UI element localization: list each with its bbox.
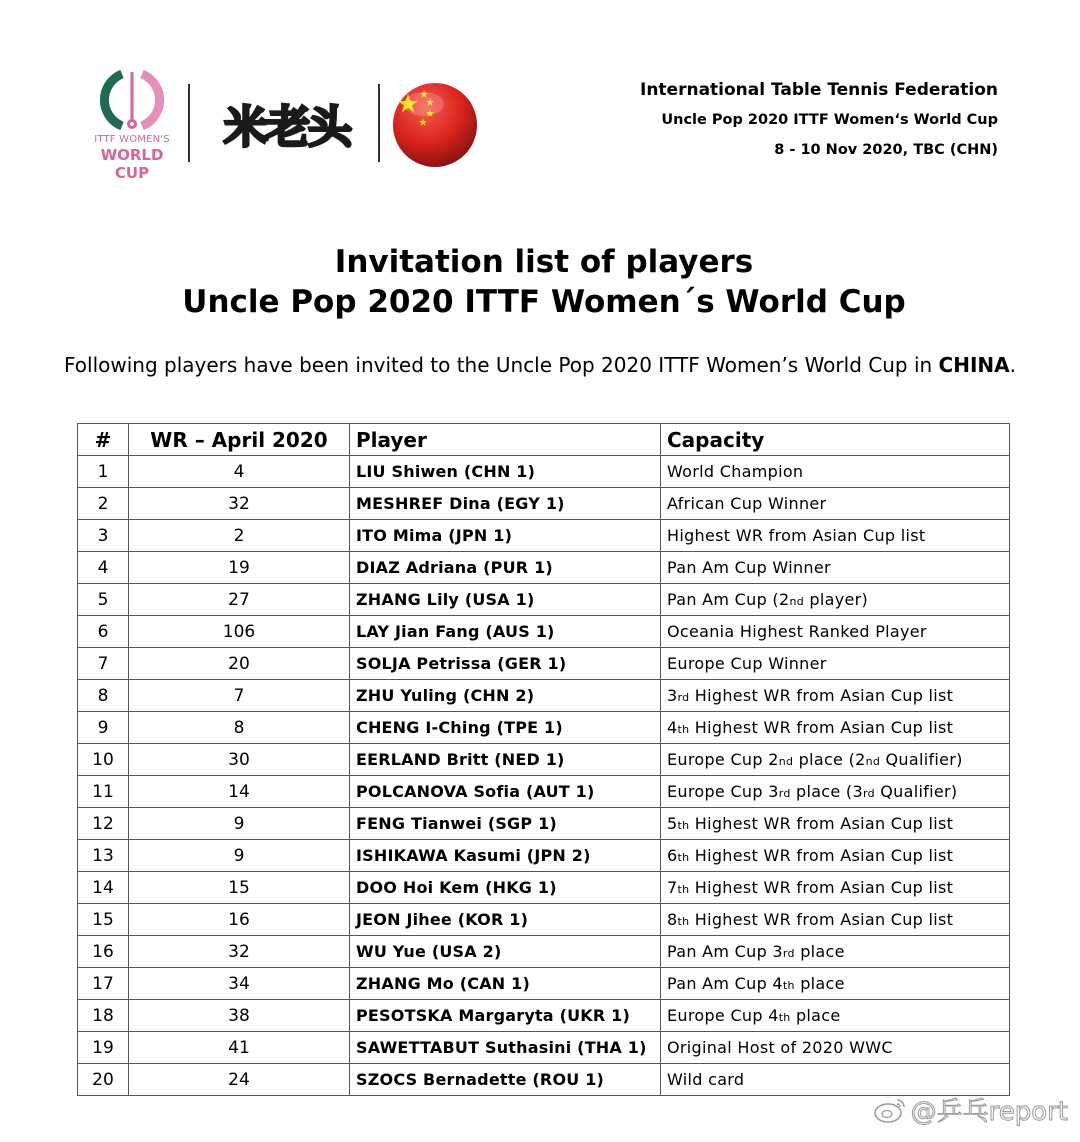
row-capacity xyxy=(661,520,1010,552)
row-capacity xyxy=(661,808,1010,840)
row-number: 14 xyxy=(78,872,129,904)
table-row xyxy=(78,872,1010,904)
capacity-text: Europe Cup 3 xyxy=(667,782,779,801)
table-row xyxy=(78,520,1010,552)
capacity-text: 8 xyxy=(667,910,678,929)
row-number: 17 xyxy=(78,968,129,1000)
table-row xyxy=(78,616,1010,648)
row-capacity xyxy=(661,488,1010,520)
table-row xyxy=(78,552,1010,584)
china-flag-icon xyxy=(392,82,478,168)
row-world-ranking: 20 xyxy=(129,648,350,680)
intro-paragraph xyxy=(64,352,1024,378)
intro-end: . xyxy=(1009,353,1016,377)
table-row xyxy=(78,840,1010,872)
capacity-text: Highest WR from Asian Cup list xyxy=(689,910,954,929)
players-table xyxy=(77,423,1010,1096)
row-player: EERLAND Britt (NED 1) xyxy=(350,744,661,776)
capacity-ordinal-suffix: th xyxy=(778,1011,791,1024)
row-number: 9 xyxy=(78,712,129,744)
intro-country: CHINA xyxy=(938,353,1010,377)
table-row xyxy=(78,648,1010,680)
row-player: WU Yue (USA 2) xyxy=(350,936,661,968)
table-row xyxy=(78,1000,1010,1032)
capacity-text: Highest WR from Asian Cup list xyxy=(667,526,926,545)
row-capacity xyxy=(661,936,1010,968)
row-number: 13 xyxy=(78,840,129,872)
row-world-ranking: 32 xyxy=(129,936,350,968)
row-world-ranking: 27 xyxy=(129,584,350,616)
intro-text: Following players have been invited to the Uncle Pop 2020 ITTF Women’s World Cup in xyxy=(64,353,939,377)
capacity-ordinal-suffix: th xyxy=(677,851,690,864)
table-header-row xyxy=(78,424,1010,456)
capacity-ordinal-suffix: rd xyxy=(782,947,795,960)
capacity-text: Pan Am Cup Winner xyxy=(667,558,831,577)
document-title xyxy=(0,242,1080,322)
row-world-ranking: 30 xyxy=(129,744,350,776)
wwc-logo-icon xyxy=(82,68,182,134)
capacity-text: Wild card xyxy=(667,1070,745,1089)
row-number: 6 xyxy=(78,616,129,648)
capacity-text: Pan Am Cup 3 xyxy=(667,942,783,961)
row-capacity xyxy=(661,712,1010,744)
row-player: LAY Jian Fang (AUS 1) xyxy=(350,616,661,648)
capacity-text: Qualifier) xyxy=(874,782,958,801)
wwc-logo xyxy=(82,68,182,182)
row-capacity xyxy=(661,616,1010,648)
row-world-ranking: 38 xyxy=(129,1000,350,1032)
capacity-ordinal-suffix: nd xyxy=(778,755,794,768)
row-player: LIU Shiwen (CHN 1) xyxy=(350,456,661,488)
capacity-text: 7 xyxy=(667,878,678,897)
capacity-text: 6 xyxy=(667,846,678,865)
table-row xyxy=(78,776,1010,808)
row-number: 10 xyxy=(78,744,129,776)
uncle-pop-logo-text: 米老头 xyxy=(224,102,350,153)
capacity-text: 5 xyxy=(667,814,678,833)
row-world-ranking: 4 xyxy=(129,456,350,488)
row-world-ranking: 24 xyxy=(129,1064,350,1096)
organization-name: International Table Tennis Federation xyxy=(640,80,998,100)
capacity-text: World Champion xyxy=(667,462,804,481)
capacity-text: African Cup Winner xyxy=(667,494,827,513)
capacity-text: 4 xyxy=(667,718,678,737)
row-capacity xyxy=(661,1000,1010,1032)
row-capacity xyxy=(661,584,1010,616)
table-row xyxy=(78,808,1010,840)
col-header-player: Player xyxy=(350,424,661,456)
row-capacity xyxy=(661,456,1010,488)
row-player: ITO Mima (JPN 1) xyxy=(350,520,661,552)
capacity-ordinal-suffix: rd xyxy=(862,787,875,800)
col-header-number: # xyxy=(78,424,129,456)
capacity-text: place xyxy=(794,974,845,993)
capacity-text: place xyxy=(790,1006,841,1025)
table-body xyxy=(78,456,1010,1096)
row-number: 12 xyxy=(78,808,129,840)
table-row xyxy=(78,1032,1010,1064)
row-number: 18 xyxy=(78,1000,129,1032)
capacity-text: Highest WR from Asian Cup list xyxy=(689,878,954,897)
capacity-text: Qualifier) xyxy=(880,750,963,769)
row-player: DOO Hoi Kem (HKG 1) xyxy=(350,872,661,904)
row-player: POLCANOVA Sofia (AUT 1) xyxy=(350,776,661,808)
capacity-text: Pan Am Cup (2 xyxy=(667,590,790,609)
capacity-text: 3 xyxy=(667,686,678,705)
row-capacity xyxy=(661,840,1010,872)
capacity-text: place (3 xyxy=(790,782,863,801)
row-world-ranking: 32 xyxy=(129,488,350,520)
capacity-ordinal-suffix: th xyxy=(677,723,690,736)
row-number: 11 xyxy=(78,776,129,808)
row-world-ranking: 19 xyxy=(129,552,350,584)
title-line2: Uncle Pop 2020 ITTF Women´s World Cup xyxy=(182,284,906,320)
capacity-text: Original Host of 2020 WWC xyxy=(667,1038,893,1057)
row-player: SAWETTABUT Suthasini (THA 1) xyxy=(350,1032,661,1064)
row-number: 8 xyxy=(78,680,129,712)
table-row xyxy=(78,936,1010,968)
table-row xyxy=(78,968,1010,1000)
capacity-text: Highest WR from Asian Cup list xyxy=(689,686,954,705)
row-world-ranking: 2 xyxy=(129,520,350,552)
wwc-logo-line2: WORLD CUP xyxy=(100,146,164,182)
capacity-text: Highest WR from Asian Cup list xyxy=(689,814,954,833)
logo-divider xyxy=(378,84,380,162)
capacity-text: Highest WR from Asian Cup list xyxy=(689,846,954,865)
capacity-ordinal-suffix: rd xyxy=(677,691,690,704)
capacity-ordinal-suffix: th xyxy=(677,819,690,832)
table-row xyxy=(78,712,1010,744)
row-world-ranking: 16 xyxy=(129,904,350,936)
row-world-ranking: 106 xyxy=(129,616,350,648)
row-number: 15 xyxy=(78,904,129,936)
row-player: DIAZ Adriana (PUR 1) xyxy=(350,552,661,584)
capacity-text: Pan Am Cup 4 xyxy=(667,974,783,993)
weibo-icon xyxy=(873,1096,907,1124)
capacity-ordinal-suffix: th xyxy=(677,915,690,928)
row-player: ISHIKAWA Kasumi (JPN 2) xyxy=(350,840,661,872)
row-number: 7 xyxy=(78,648,129,680)
row-player: ZHU Yuling (CHN 2) xyxy=(350,680,661,712)
row-player: CHENG I-Ching (TPE 1) xyxy=(350,712,661,744)
table-row xyxy=(78,1064,1010,1096)
capacity-ordinal-suffix: th xyxy=(782,979,795,992)
capacity-ordinal-suffix: th xyxy=(677,883,690,896)
table-row xyxy=(78,904,1010,936)
capacity-ordinal-suffix: nd xyxy=(789,595,805,608)
row-capacity xyxy=(661,904,1010,936)
row-capacity xyxy=(661,1032,1010,1064)
capacity-text: Europe Cup 4 xyxy=(667,1006,779,1025)
organizer-info xyxy=(640,80,998,160)
row-world-ranking: 15 xyxy=(129,872,350,904)
capacity-text: Europe Cup 2 xyxy=(667,750,779,769)
row-capacity xyxy=(661,552,1010,584)
row-number: 3 xyxy=(78,520,129,552)
capacity-ordinal-suffix: rd xyxy=(778,787,791,800)
capacity-ordinal-suffix: nd xyxy=(865,755,881,768)
row-player: ZHANG Lily (USA 1) xyxy=(350,584,661,616)
row-world-ranking: 9 xyxy=(129,808,350,840)
row-capacity xyxy=(661,648,1010,680)
row-number: 5 xyxy=(78,584,129,616)
row-world-ranking: 41 xyxy=(129,1032,350,1064)
table-row xyxy=(78,456,1010,488)
row-number: 1 xyxy=(78,456,129,488)
col-header-capacity: Capacity xyxy=(661,424,1010,456)
title-line1: Invitation list of players xyxy=(334,244,754,280)
capacity-text: place xyxy=(794,942,845,961)
table-row xyxy=(78,488,1010,520)
uncle-pop-logo xyxy=(217,92,357,154)
capacity-text: Oceania Highest Ranked Player xyxy=(667,622,927,641)
row-player: SZOCS Bernadette (ROU 1) xyxy=(350,1064,661,1096)
row-player: ZHANG Mo (CAN 1) xyxy=(350,968,661,1000)
watermark-text: @乒乓report xyxy=(910,1097,1068,1127)
capacity-text: player) xyxy=(804,590,869,609)
row-world-ranking: 34 xyxy=(129,968,350,1000)
row-world-ranking: 9 xyxy=(129,840,350,872)
row-number: 16 xyxy=(78,936,129,968)
table-row xyxy=(78,680,1010,712)
wwc-logo-line1: ITTF WOMEN'S xyxy=(94,134,170,145)
row-number: 19 xyxy=(78,1032,129,1064)
row-capacity xyxy=(661,680,1010,712)
event-dates: 8 - 10 Nov 2020, TBC (CHN) xyxy=(774,142,998,158)
row-capacity xyxy=(661,872,1010,904)
row-number: 2 xyxy=(78,488,129,520)
row-capacity xyxy=(661,744,1010,776)
row-player: MESHREF Dina (EGY 1) xyxy=(350,488,661,520)
row-world-ranking: 7 xyxy=(129,680,350,712)
row-capacity xyxy=(661,968,1010,1000)
capacity-text: Europe Cup Winner xyxy=(667,654,827,673)
table-row xyxy=(78,744,1010,776)
row-player: JEON Jihee (KOR 1) xyxy=(350,904,661,936)
col-header-wr: WR – April 2020 xyxy=(129,424,350,456)
row-capacity xyxy=(661,776,1010,808)
row-player: SOLJA Petrissa (GER 1) xyxy=(350,648,661,680)
document-header xyxy=(0,0,1080,200)
row-player: PESOTSKA Margaryta (UKR 1) xyxy=(350,1000,661,1032)
row-number: 20 xyxy=(78,1064,129,1096)
table-row xyxy=(78,584,1010,616)
row-world-ranking: 8 xyxy=(129,712,350,744)
row-number: 4 xyxy=(78,552,129,584)
weibo-watermark xyxy=(873,1091,1068,1128)
row-player: FENG Tianwei (SGP 1) xyxy=(350,808,661,840)
row-world-ranking: 14 xyxy=(129,776,350,808)
logo-divider xyxy=(188,84,190,162)
capacity-text: place (2 xyxy=(793,750,866,769)
event-name: Uncle Pop 2020 ITTF Women‘s World Cup xyxy=(661,112,998,128)
capacity-text: Highest WR from Asian Cup list xyxy=(689,718,954,737)
